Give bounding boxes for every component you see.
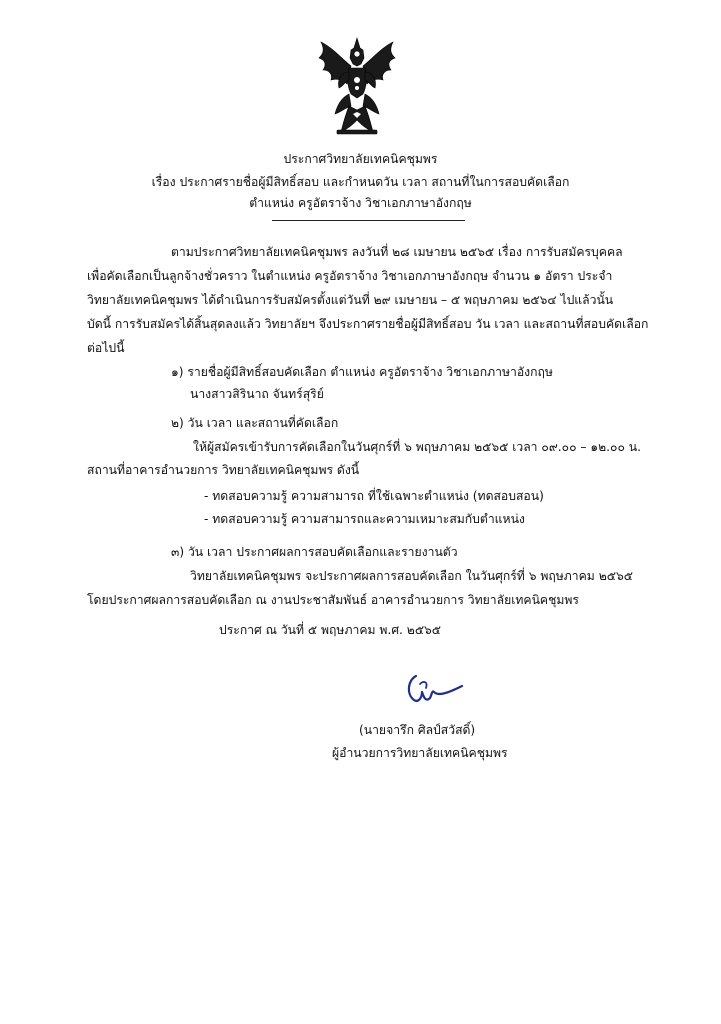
section3-line: วิทยาลัยเทคนิคชุมพร จะประกาศผลการสอบคัดเลือก ในวันศุกร์ที่ ๖ พฤษภาคม ๒๕๖๕ — [190, 569, 633, 583]
candidate-name: นางสาวสิรินาถ จันทร์สุริย์ — [190, 387, 324, 401]
section2-bullet: - ทดสอบความรู้ ความสามารถและความเหมาะสมกับตำแหน่ง — [204, 512, 525, 526]
document-title: ประกาศวิทยาลัยเทคนิคชุมพร — [283, 152, 438, 166]
document-subject: เรื่อง ประกาศรายชื่อผู้มีสิทธิ์สอบ และกำหนดวัน เวลา สถานที่ในการสอบคัดเลือก — [151, 175, 570, 189]
header-divider — [272, 220, 465, 221]
garuda-emblem-icon — [313, 36, 401, 136]
signature-icon — [402, 670, 472, 710]
paragraph-line: ตามประกาศวิทยาลัยเทคนิคชุมพร ลงวันที่ ๒๘ เมษายน ๒๕๖๕ เรื่อง การรับสมัครบุคคล — [171, 245, 623, 259]
paragraph-line: บัดนี้ การรับสมัครได้สิ้นสุดลงแล้ว วิทยาลัยฯ จึงประกาศรายชื่อผู้มีสิทธิ์สอบ วัน เวลา และสถานที่สอบคัดเลือก — [87, 317, 649, 331]
section2-heading: ๒) วัน เวลา และสถานที่คัดเลือก — [171, 416, 339, 430]
paragraph-line: ต่อไปนี้ — [87, 341, 125, 355]
announce-date: ประกาศ ณ วันที่ ๕ พฤษภาคม พ.ศ. ๒๕๖๕ — [219, 623, 442, 637]
signer-name: (นายจารึก ศิลป์สวัสดิ์) — [359, 723, 476, 737]
signer-title: ผู้อำนวยการวิทยาลัยเทคนิคชุมพร — [332, 746, 508, 760]
paragraph-line: เพื่อคัดเลือกเป็นลูกจ้างชั่วคราว ในตำแหน่ง ครูอัตราจ้าง วิชาเอกภาษาอังกฤษ จำนวน ๑ อัตรา ประจำ — [87, 269, 613, 283]
section2-bullet: - ทดสอบความรู้ ความสามารถ ที่ใช้เฉพาะตำแหน่ง (ทดสอบสอน) — [204, 489, 544, 503]
section3-heading: ๓) วัน เวลา ประกาศผลการสอบคัดเลือกและรายงานตัว — [171, 545, 458, 559]
section2-line: ให้ผู้สมัครเข้ารับการคัดเลือกในวันศุกร์ที่ ๖ พฤษภาคม ๒๕๖๕ เวลา ๐๙.๐๐ – ๑๒.๐๐ น. — [193, 440, 641, 454]
section1-heading: ๑) รายชื่อผู้มีสิทธิ์สอบคัดเลือก ตำแหน่ง ครูอัตราจ้าง วิชาเอกภาษาอังกฤษ — [171, 365, 553, 379]
document-position: ตำแหน่ง ครูอัตราจ้าง วิชาเอกภาษาอังกฤษ — [249, 196, 472, 210]
paragraph-line: วิทยาลัยเทคนิคชุมพร ได้ดำเนินการรับสมัครตั้งแต่วันที่ ๒๙ เมษายน – ๕ พฤษภาคม ๒๕๖๔ ไปแล้วนั้น — [87, 293, 614, 307]
section3-line: โดยประกาศผลการสอบคัดเลือก ณ งานประชาสัมพันธ์ อาคารอำนวยการ วิทยาลัยเทคนิคชุมพร — [87, 593, 579, 607]
section2-line: สถานที่อาคารอำนวยการ วิทยาลัยเทคนิคชุมพร ดังนี้ — [87, 463, 360, 477]
